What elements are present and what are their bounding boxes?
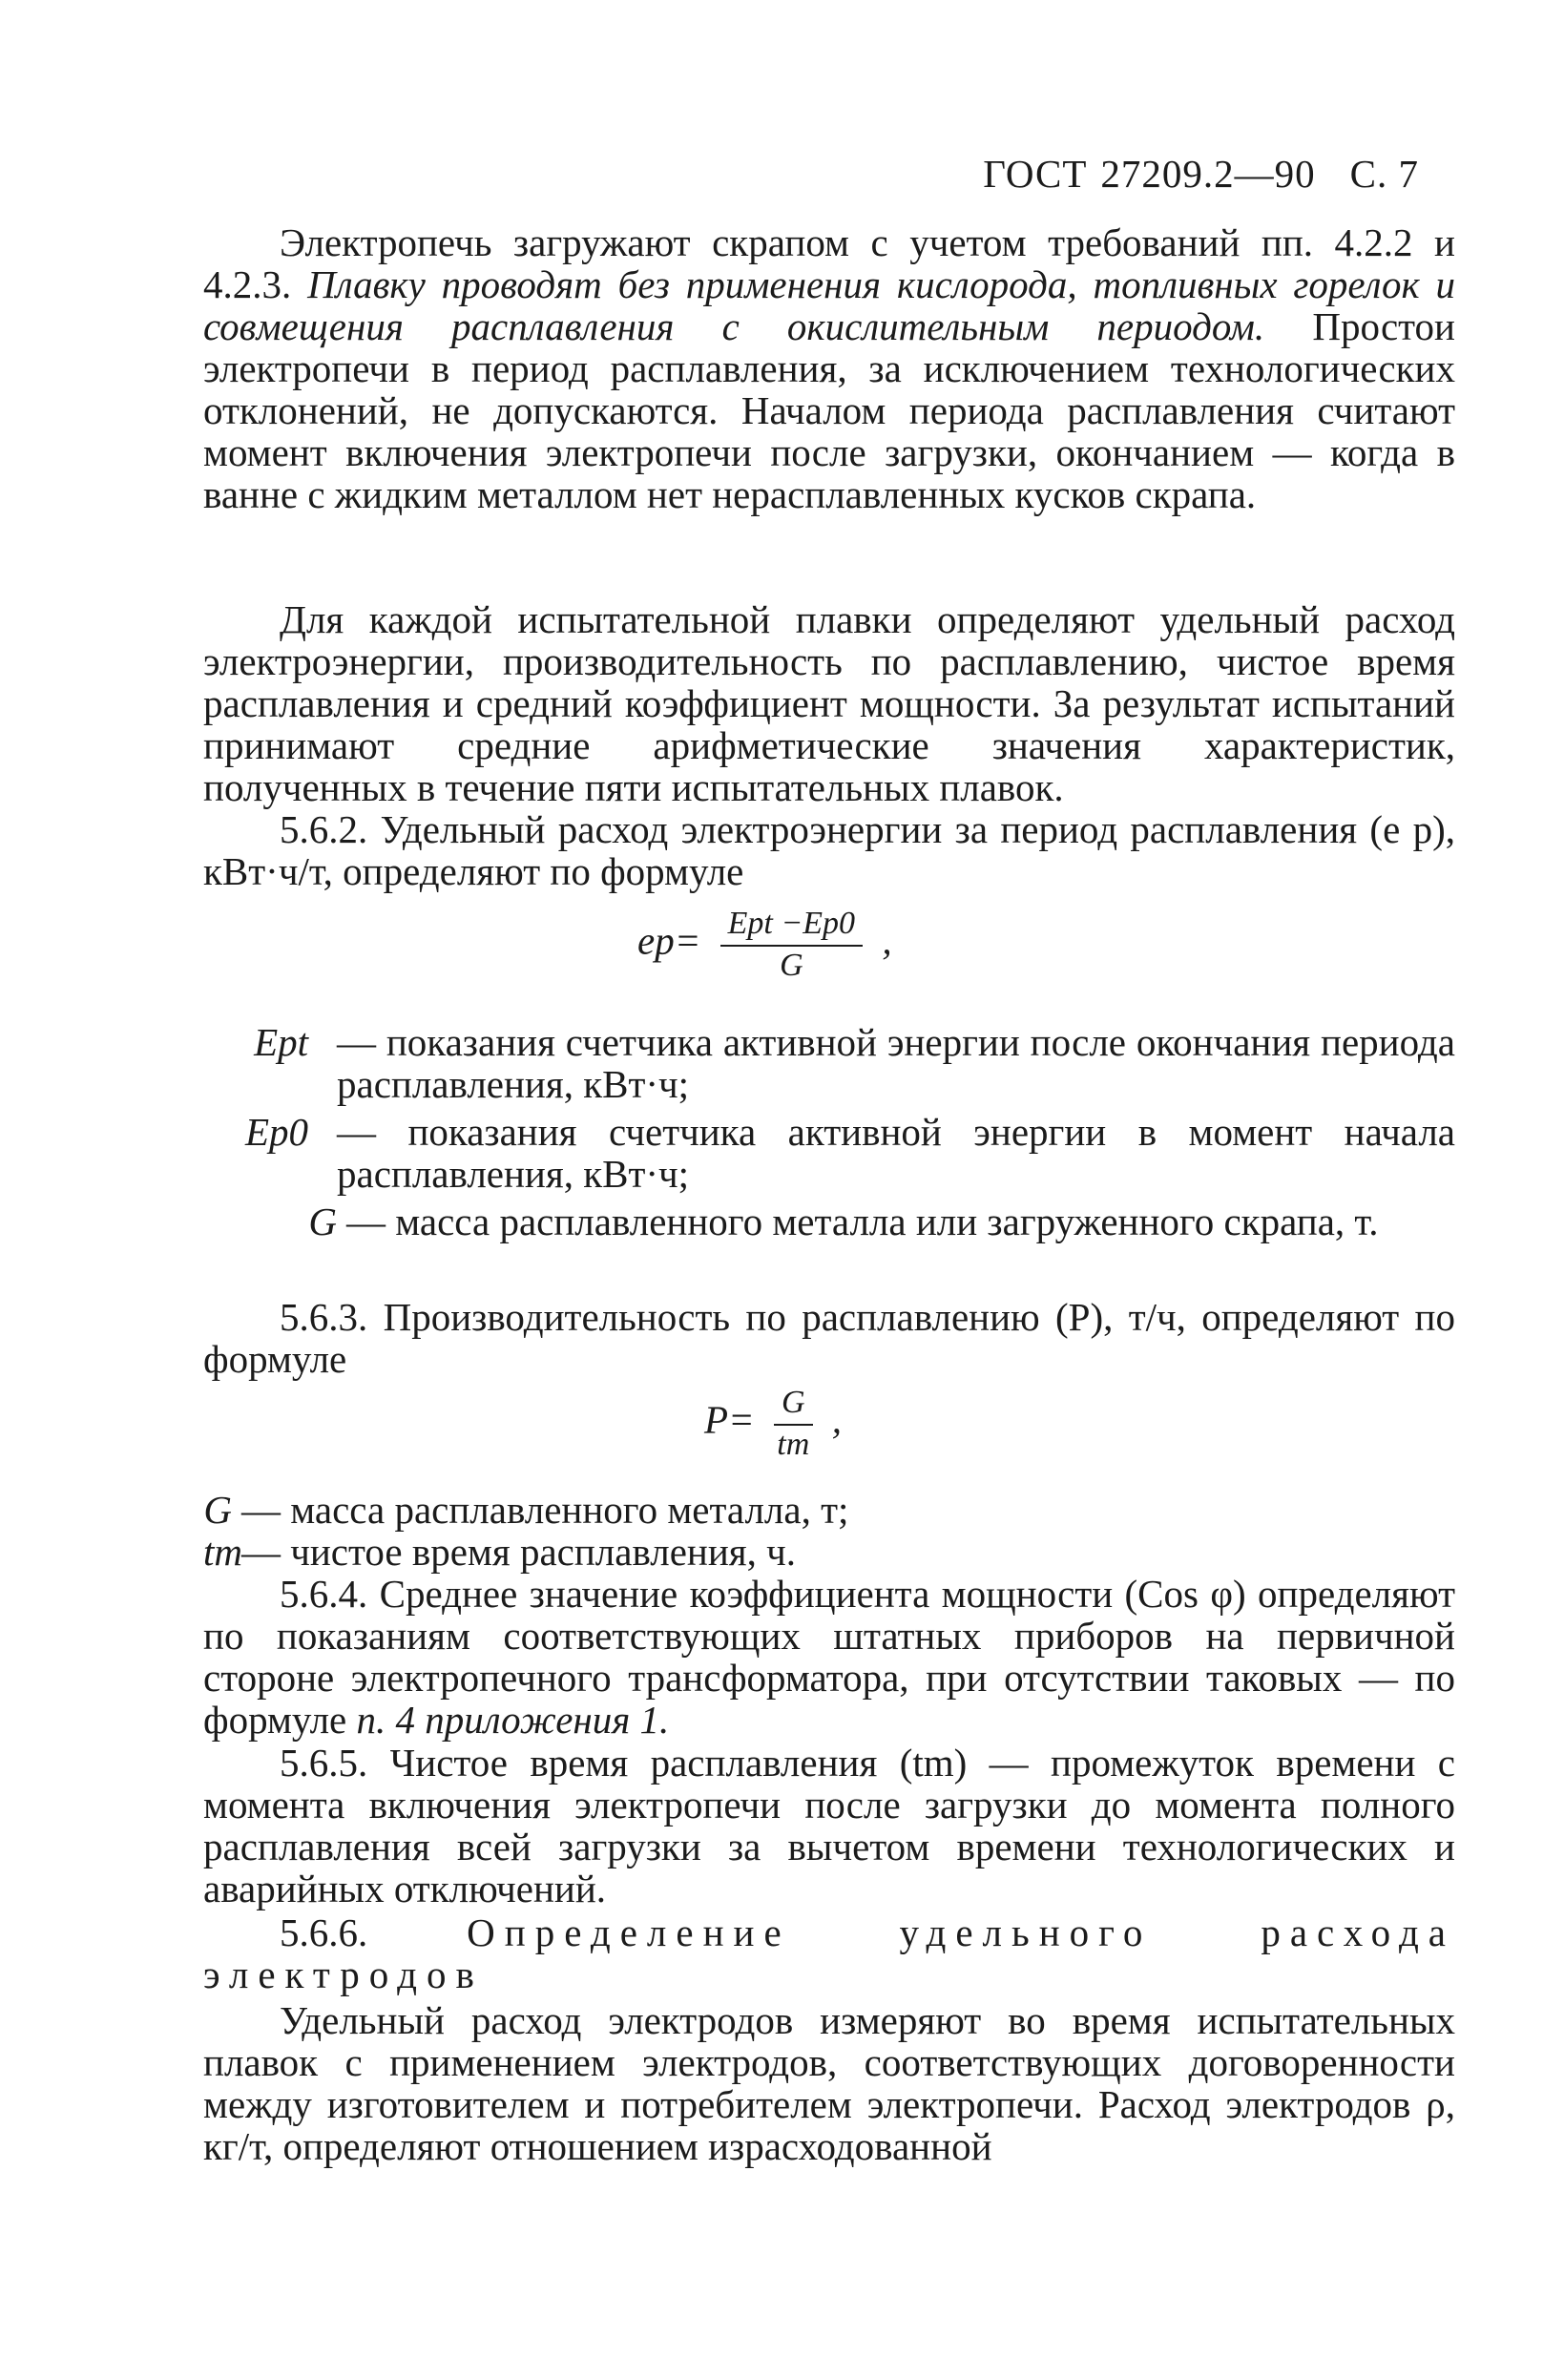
- paragraph-1: [203, 221, 1455, 515]
- definition-item: [203, 1531, 1455, 1573]
- formula1-denominator: G: [780, 948, 803, 983]
- formula1-trail: ,: [882, 918, 892, 963]
- para1-text: Электропечь загружают скрапом с учетом требований пп. 4.2.2 и 4.2.3.: [203, 220, 1455, 306]
- definition-text: — чистое время расплавления, ч.: [241, 1530, 797, 1574]
- page-number: С. 7: [1349, 152, 1419, 196]
- para7-heading: Определение удельного расхода электродов: [203, 1910, 1456, 1996]
- paragraph-5: [203, 1573, 1455, 1741]
- formula1-fraction: [720, 905, 863, 985]
- standard-label: ГОСТ: [983, 152, 1088, 196]
- paragraph-3: [203, 808, 1455, 892]
- formula2-lhs: P=: [704, 1397, 755, 1442]
- definition-symbol: G: [308, 1200, 337, 1243]
- para5-italic: п. 4 приложения 1.: [356, 1698, 670, 1742]
- para4-text: 5.6.3. Производительность по расплавлению (P), т/ч, определяют по формуле: [203, 1295, 1455, 1381]
- para2-text: Для каждой испытательной плавки определяют удельный расход электроэнергии, производительность по расплавлению, чистое время расплавления и средний коэффициент мощности. За результат испытаний принимают средние арифметические значения характеристик, полученных в течение пяти испытательных плавок.: [203, 597, 1455, 809]
- definition-item: [203, 1200, 1455, 1242]
- para3-text: 5.6.2. Удельный расход электроэнергии за период расплавления (e p), кВт·ч/т, определяют по формуле: [203, 807, 1455, 893]
- definition-text: — показания счетчика активной энергии после окончания периода расплавления, кВт·ч;: [337, 1020, 1455, 1106]
- para1-italic: Плавку проводят без применения кислорода, топливных горелок и совмещения расплавления с окислительным периодом.: [203, 262, 1455, 348]
- paragraph-7: [203, 1911, 1455, 1995]
- para7-number: 5.6.6.: [280, 1910, 368, 1954]
- formula2-fraction: [774, 1384, 813, 1464]
- definitions-1: [203, 1021, 1455, 1242]
- definition-symbol: Ept: [254, 1020, 308, 1064]
- formula2-numerator: G: [774, 1384, 813, 1426]
- definition-symbol: G: [203, 1488, 232, 1532]
- formula-productivity: [704, 1384, 842, 1464]
- definitions-2: [203, 1489, 1455, 1573]
- definition-symbol: tm: [203, 1530, 242, 1574]
- para6-text: 5.6.5. Чистое время расплавления (tm) — промежуток времени с момента включения электропечи после загрузки до момента полного расплавления всей загрузки за вычетом времени технологических и аварийных отключений.: [203, 1741, 1455, 1910]
- definition-text: — масса расплавленного металла или загруженного скрапа, т.: [346, 1200, 1379, 1243]
- definition-item: [203, 1111, 1455, 1195]
- definition-text: — показания счетчика активной энергии в момент начала расплавления, кВт·ч;: [337, 1110, 1455, 1196]
- para1-rest: Простои электропечи в период расплавления, за исключением технологических отклонений, не допускаются. Началом периода расплавления считают момент включения электропечи после загрузки, окончанием — когда в ванне с жидким металлом нет нерасплавленных кусков скрапа.: [203, 304, 1455, 516]
- definition-symbol: Ep0: [244, 1110, 308, 1154]
- page-header: [970, 153, 1419, 195]
- paragraph-2: [203, 598, 1455, 808]
- definition-text: — масса расплавленного металла, т;: [241, 1488, 849, 1532]
- paragraph-8: [203, 1999, 1455, 2167]
- para8-text: Удельный расход электродов измеряют во время испытательных плавок с применением электродов, соответствующих договоренности между изготовителем и потребителем электропечи. Расход электродов ρ, кг/т, определяют отношением израсходованной: [203, 1998, 1455, 2168]
- definition-item: [203, 1489, 1455, 1531]
- formula-specific-energy: [637, 905, 892, 985]
- definition-item: [203, 1021, 1455, 1105]
- formula2-denominator: tm: [777, 1427, 810, 1462]
- para5-text: 5.6.4. Среднее значение коэффициента мощности (Cos φ) определяют по показаниям соответствующих штатных приборов на первичной стороне электропечного трансформатора, при отсутствии таковых — по формуле: [203, 1572, 1455, 1742]
- formula2-trail: ,: [831, 1397, 843, 1442]
- formula1-numerator: Ept −Ep0: [720, 905, 863, 947]
- standard-number: 27209.2—90: [1100, 152, 1316, 196]
- formula1-lhs: ep=: [637, 918, 701, 963]
- paragraph-6: [203, 1742, 1455, 1910]
- paragraph-4: [203, 1296, 1455, 1380]
